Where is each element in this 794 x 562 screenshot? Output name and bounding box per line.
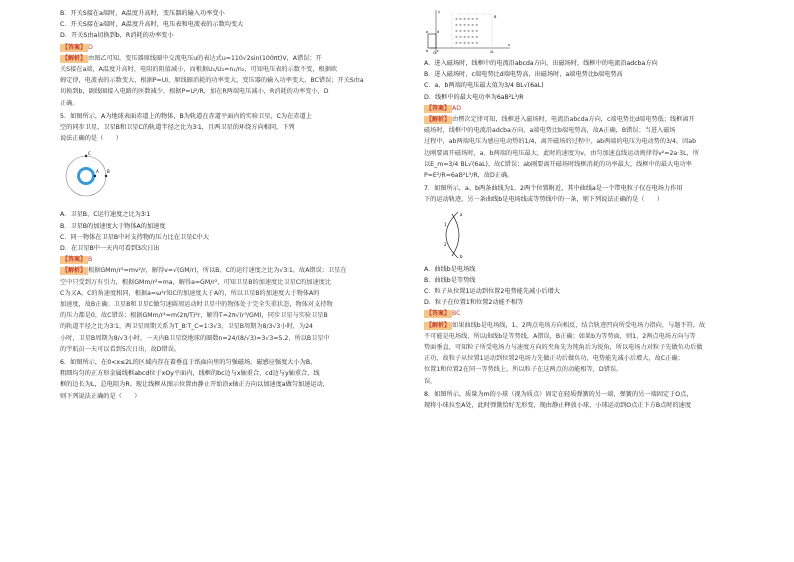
label-y: y	[438, 10, 441, 14]
label-2l: 2L	[490, 50, 495, 54]
label-b-field: B	[494, 15, 497, 19]
explanation-line: 切换到b，副线圈接入电路的匝数减少，根据P=U²/R，加在R两端电压减小，R消耗的功率变小，D	[60, 88, 329, 96]
right-column	[424, 8, 754, 411]
q7-stem-line: 下的运动轨迹，另一条曲线b是电场线或等势线中的一条，则下列说法正确的是（ ）	[424, 196, 664, 204]
label-b: b	[460, 253, 463, 259]
explanation-line: 由楞次定律可知，线框进入磁场时，电流沿abcda方向，c端电势比d端电势低；线框离开	[452, 116, 695, 124]
label-x: x	[508, 43, 511, 47]
point-a	[94, 175, 96, 177]
q6-stem-line: 6．如图所示，在0<x≤2L的区域内存在着垂直于纸面向里的匀强磁场，磁感应强度大小为B，	[60, 359, 317, 367]
q5-option-c: C．同一物体在卫星B中对支持物的压力比在卫星C中大	[60, 233, 210, 241]
explanation-line: 姆定律，电流表的示数变大，根据P=UI，原线圈消耗的功率变大，变压器的输入功率变大，BC错误；开关S由a	[60, 77, 364, 85]
svg-text:× × × × × ×: × × × × × ×	[455, 23, 479, 27]
explanation-line: 正确。	[60, 99, 79, 107]
q7-stem-line: 7．如图所示，a、b两条曲线为1、2两个位置附近，其中曲线a是一个带电粒子仅在电场力作用	[424, 185, 683, 193]
q8-stem-line: 8．如图所示，质量为m的小球（视为质点）固定在轻质弹簧的另一端，弹簧的另一端固定于O点，	[424, 390, 693, 398]
orbit-diagram	[64, 146, 124, 206]
explanation-line: P=E²/R=6aB²L³/R，故D正确。	[424, 172, 514, 180]
explanation-line: 势面垂直，可知粒子所受电场力与速度方向的夹角先为钝角后为锐角，所以电场力对粒子先做负功后做	[424, 344, 703, 352]
explanation-line: 过程中，ab两端电压为感应电动势的1/4，离开磁场的过程中，ab两端的电压为电动势的3/4，因ab	[424, 138, 697, 146]
field-figure-wrap	[424, 8, 754, 58]
explanation-tag: 【解析】	[62, 54, 87, 62]
q7-option-c: C．粒子从位置1运动到位置2电势能先减小后增大	[424, 288, 560, 296]
q7-option-a: A．曲线b是电场线	[424, 265, 476, 273]
q6-explanation	[424, 114, 754, 181]
label-b: B	[107, 169, 110, 175]
q4-option-d: D．开关S由a切换到b，R消耗的功率变小	[60, 32, 174, 40]
q6-stem-line: 粗细均匀的正方形金属线框abcd位于xOy平面内，线框的bc边与x轴重合，cd边与y轴重合，线	[60, 370, 320, 378]
q6-option-d: D．线框中的最大电功率为6aB²L³/R	[424, 93, 524, 101]
question-5	[60, 111, 392, 355]
q5-stem-line: 空的同步卫星，卫星B和卫星C的轨道半径之比为3∶1，且两卫星的环绕方向相同，下列	[60, 124, 295, 132]
answer-tag: 【答案】	[62, 43, 87, 51]
explanation-tag: 【解析】	[426, 321, 451, 329]
svg-text:× × × × × ×: × × × × × ×	[455, 35, 479, 39]
point-b	[105, 175, 107, 177]
q6-option-c: C．a、b两端的电压最大值为3/4 BL√(6aL)	[424, 82, 544, 90]
q7-option-d: D．粒子在位置1和位置2动能不相等	[424, 299, 524, 307]
answer-value: D	[88, 43, 93, 51]
q5-option-a: A．卫星B、C运行速度之比为3∶1	[60, 211, 151, 219]
label-c: c	[437, 49, 439, 53]
label-a: A	[96, 169, 99, 175]
explanation-line: 的轨道半径之比为3∶1，两卫星周期关系为T_B∶T_C=1∶3√3，卫星B周期为8/3√3小时，为24	[60, 323, 313, 331]
label-d: d	[437, 30, 440, 34]
q7-explanation	[424, 320, 754, 387]
explanation-line: 以E_m=3/4 BL√(6aL)，故C错误；ab刚要离开磁场时线框消耗的功率最大，线框中的最大电功率	[424, 160, 692, 168]
q6-answer	[424, 103, 754, 114]
explanation-line: 的宇航员一天可以看到5次日出，故D错误。	[60, 345, 181, 353]
explanation-line: 磁场时，线框中的电流沿adcba方向，a端电势比b端电势高，故A正确，B错误；当进入磁场	[424, 127, 676, 135]
explanation-line: 的压力都是0，故C错误；根据GMm/r²=m(2π/T)²r，解得T=2π√(r³/GM)，同步卫星与实验卫星B	[60, 312, 328, 320]
q5-option-d: D．在卫星B中一天内可看到3次日出	[60, 245, 160, 253]
explanation-line: C为又A、C的角速度相同，根据a=ω²r知C的加速度大于A的，所以卫星B的加速度大于物体A的	[60, 289, 320, 297]
curve-b	[446, 212, 458, 258]
q4-explanation	[60, 53, 392, 109]
q8-stem-line: 现将小球拉至A处，此时弹簧恰好无形变，现由静止释放小球，小球运动到O点正下方B点时的速度	[424, 402, 692, 410]
explanation-line: 误。	[424, 377, 437, 385]
answer-tag: 【答案】	[426, 104, 451, 112]
trajectory-diagram	[430, 208, 490, 262]
label-b: b	[426, 49, 429, 53]
magnetic-field-diagram	[424, 8, 514, 56]
q6-stem-line: 则下列说法正确的是（ ）	[60, 392, 141, 400]
answer-tag: 【答案】	[62, 256, 87, 264]
explanation-tag: 【解析】	[426, 116, 451, 124]
label-c: C	[88, 151, 91, 157]
q5-explanation	[60, 265, 392, 355]
frame-square	[428, 34, 436, 48]
q6-stem-line: 框的边长为L，总电阻为R。现让线框从图示位置由静止开始沿x轴正方向以加速度a做匀加速运动，	[60, 381, 329, 389]
answer-tag: 【答案】	[426, 310, 451, 318]
explanation-line: 不可能是电场线，所以曲线b是等势线，A错误，B正确；如果b为等势面，则1、2两点电场方向与等	[424, 332, 696, 340]
explanation-line: 位置1和位置2在同一等势线上，所以粒子在这两点的动能相等，D错误。	[424, 366, 623, 374]
q5-stem-line: 5．如图所示，A为地球表面赤道上的物体，B为轨道在赤道平面内的实验卫星，C为在赤道上	[60, 112, 312, 120]
svg-text:× × × × × ×: × × × × × ×	[455, 41, 479, 45]
answer-value: BC	[452, 310, 461, 318]
explanation-line: 边刚要离开磁场时，a、b两端的电压最大，此时的速度为v，由匀加速直线运动规律得v²=2a·3L，所	[424, 149, 699, 157]
explanation-line: 根据GMm/r²=mv²/r，解得v=√(GM/r)，所以B、C的运行速度之比为√3∶1，故A错误；卫星在	[88, 267, 347, 275]
explanation-line: 空中只受到万有引力，根据GMm/r²=ma，解得a=GM/r²，可知卫星B的加速度比卫星C的加速度比	[60, 278, 332, 286]
label-2: 2	[444, 241, 447, 247]
label-a: a	[460, 211, 463, 217]
label-o: O	[433, 51, 436, 55]
explanation-line: 由图乙可知，变压器原线圈中交流电压u的表达式u=110√2sin(100πt)V，A错误；开	[88, 54, 322, 62]
q4-option-c: C．开关S接在a端时，A温度升高时，电压表和电流表的示数均变大	[60, 21, 244, 29]
explanation-line: 如果曲线b是电场线，1、2两点电场方向相反，结合轨迹凹向所受电场力指向，与题不符，故	[452, 321, 706, 329]
question-6	[60, 357, 392, 402]
q6-option-a: A．进入磁场时，线框中的电流沿abcda方向，出磁场时，线框中的电流沿adcba方向	[424, 60, 658, 67]
q5-answer	[60, 254, 392, 265]
question-8	[424, 389, 754, 411]
q4-answer	[60, 42, 392, 53]
field-crosses	[455, 17, 478, 45]
q5-stem-line: 说法正确的是（ ）	[60, 135, 122, 143]
q5-option-b: B．卫星B的加速度大于物体A的加速度	[60, 222, 166, 230]
label-a: a	[426, 30, 429, 34]
point-c	[85, 155, 87, 157]
curve-a	[452, 214, 459, 256]
explanation-tag: 【解析】	[62, 267, 87, 275]
svg-text:× × × × × ×: × × × × × ×	[455, 17, 479, 21]
svg-text:× × × × × ×: × × × × × ×	[455, 29, 479, 33]
label-1: 1	[444, 221, 447, 227]
answer-value: B	[88, 256, 93, 264]
left-column	[60, 8, 392, 402]
earth-inner	[80, 170, 92, 182]
q4-option-b: B．开关S接在a端时，A温度升高时，变压器的输入功率变小	[60, 10, 225, 17]
explanation-line: 正功，故粒子从位置1运动到位置2电场力先做正功后做负功，电势能先减小后增大，故C正确；	[424, 355, 684, 363]
answer-value: AD	[452, 104, 462, 112]
explanation-line: 加速度，故B正确；卫星B和卫星C做匀速圆周运动时卫星中的物体处于完全失重状态，物体对支持物	[60, 301, 333, 309]
q7-option-b: B．曲线b是等势线	[424, 276, 476, 284]
question-7	[424, 183, 754, 387]
explanation-line: 关S接在a端，A温度升高时，电阻的阻值减小，而根据U₁/U₂=n₁/n₂，可知电压表的示数不变，根据欧	[60, 66, 338, 74]
explanation-line: 小时，卫星B周期为8/√3小时，一天内B卫星绕地球的圈数n=24/(8/√3)=3√3≈5.2，所以B卫星中	[60, 334, 330, 342]
q6-option-b: B．进入磁场时，c端电势比d端电势高，出磁场时，a端电势比b端电势高	[424, 71, 623, 79]
q7-answer	[424, 308, 754, 319]
